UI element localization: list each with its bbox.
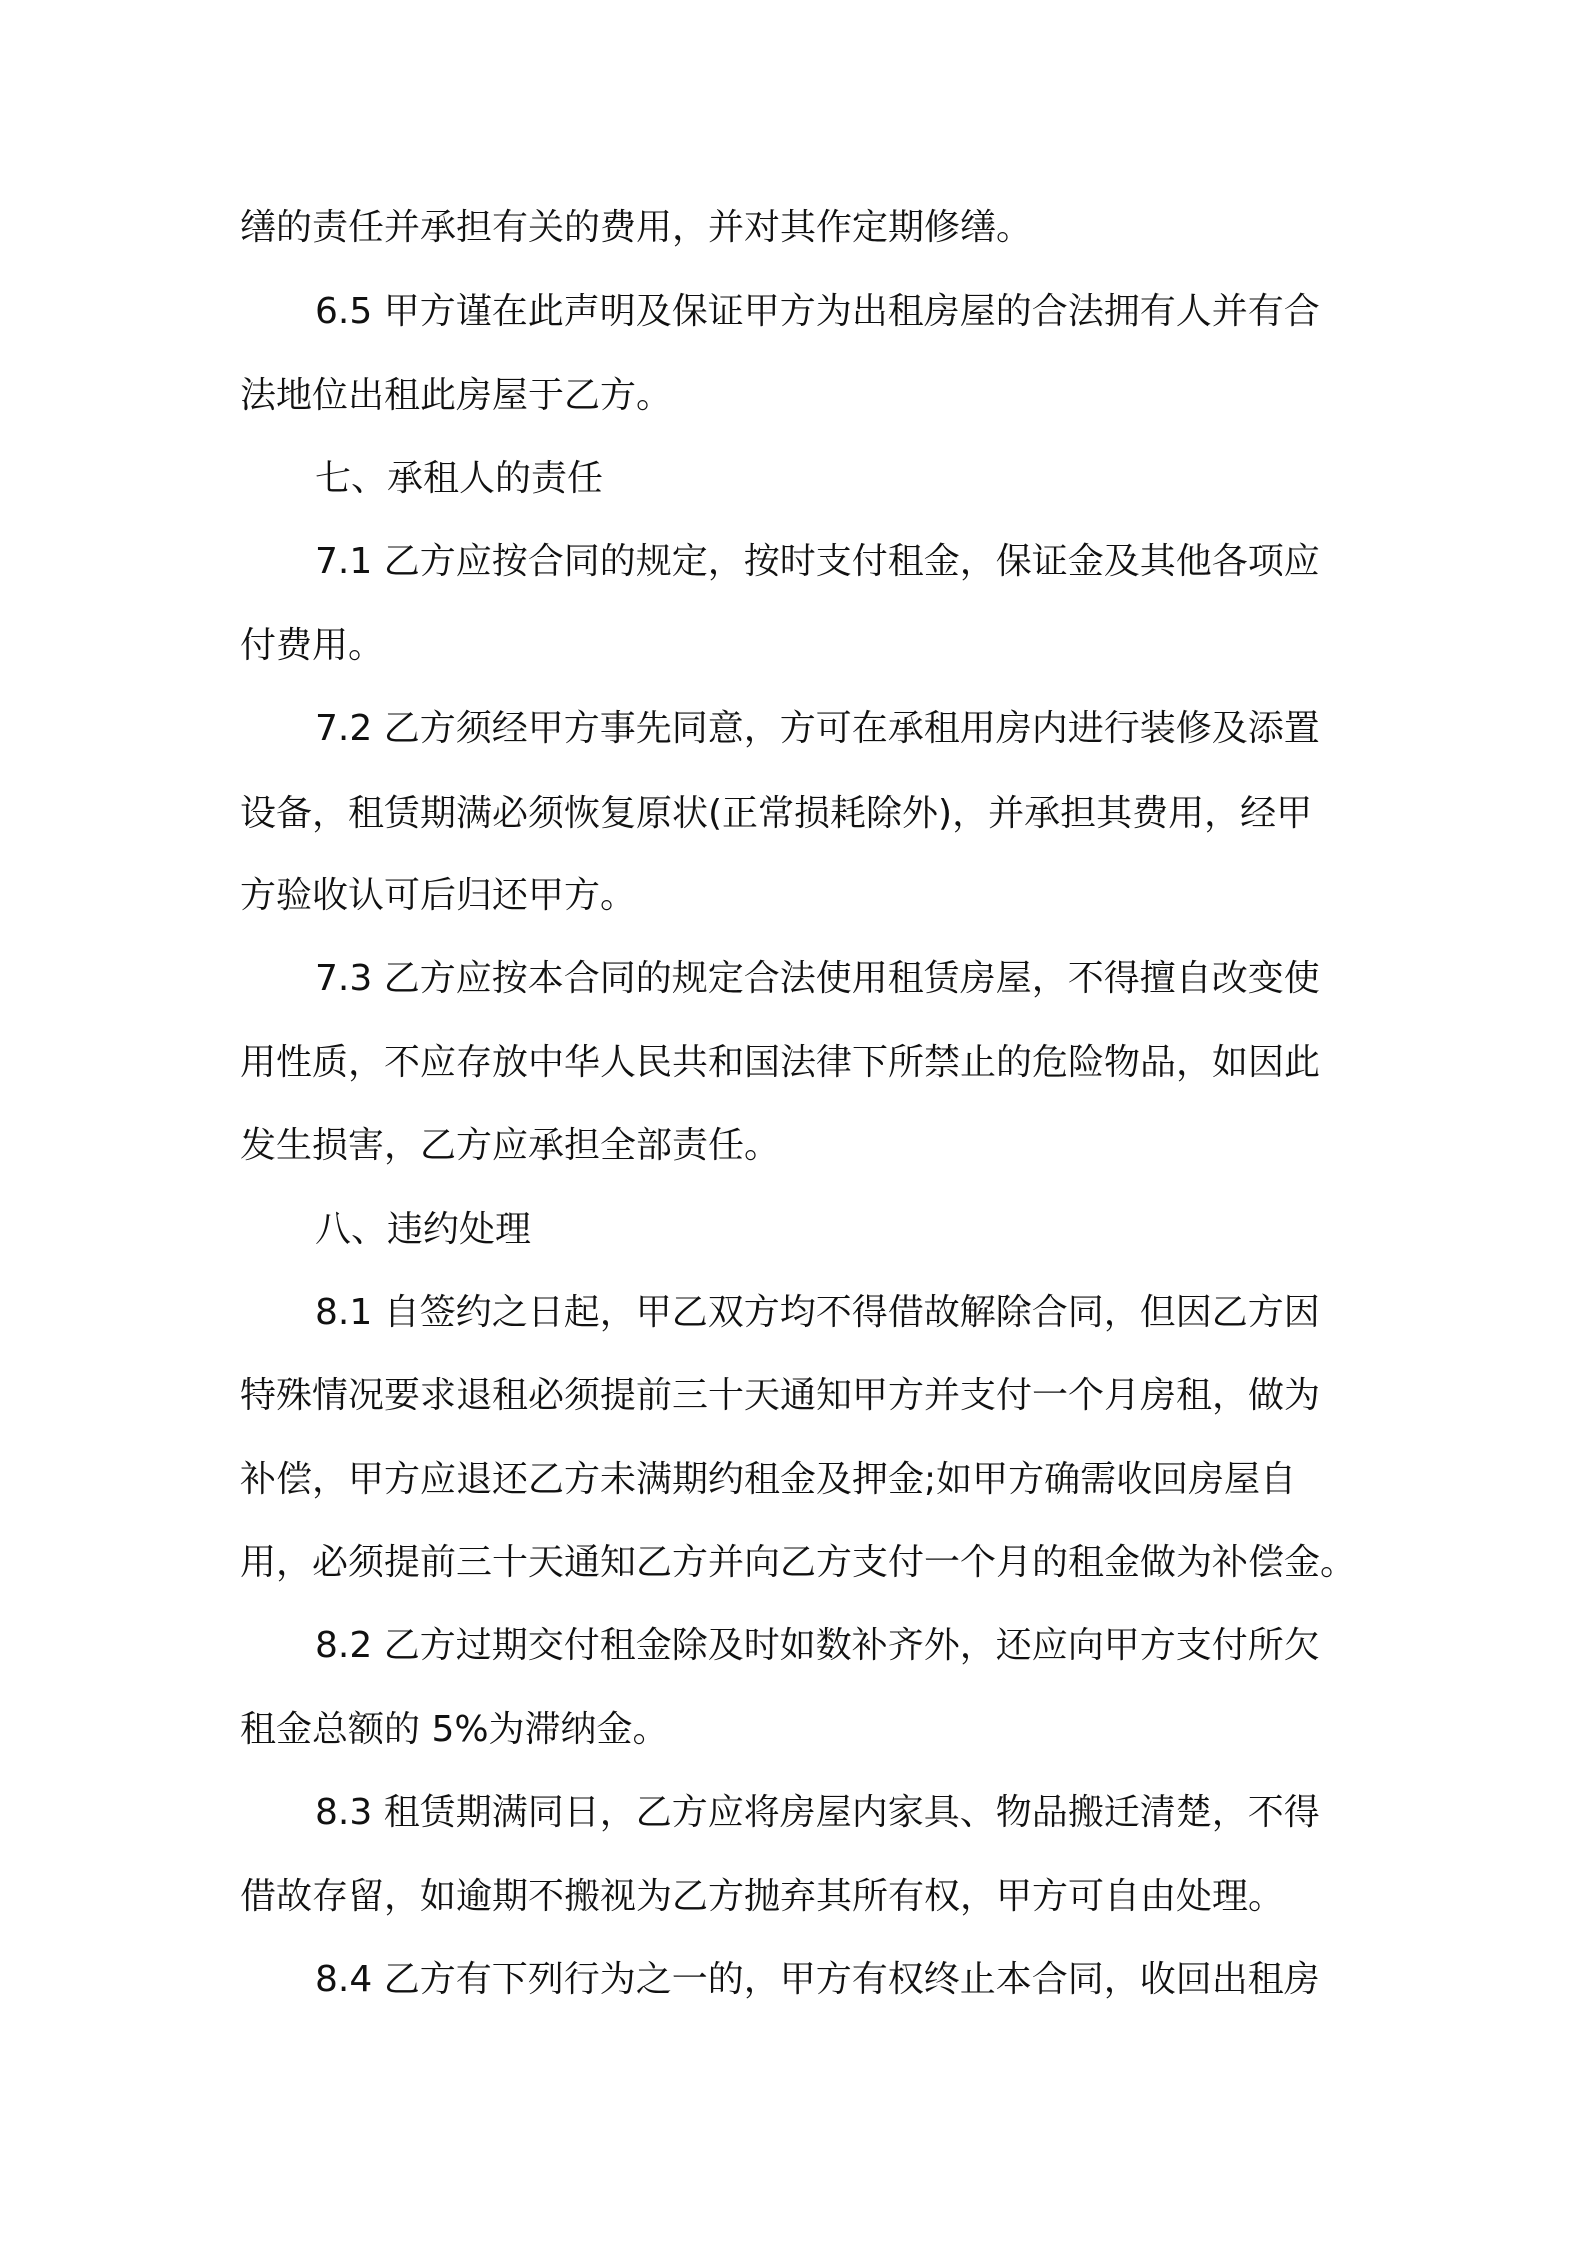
section-heading: 八、违约处理: [315, 1209, 532, 1250]
paragraph-line: 缮的责任并承担有关的费用，并对其作定期修缮。: [240, 207, 1033, 248]
paragraph-line: 发生损害，乙方应承担全部责任。: [240, 1125, 781, 1166]
paragraph-line: 8.2 乙方过期交付租金除及时如数补齐外，还应向甲方支付所欠: [315, 1625, 1320, 1666]
paragraph-line: 6.5 甲方谨在此声明及保证甲方为出租房屋的合法拥有人并有合: [315, 291, 1320, 332]
paragraph-line: 设备，租赁期满必须恢复原状(正常损耗除外)，并承担其费用，经甲: [240, 793, 1313, 834]
paragraph-line: 8.3 租赁期满同日，乙方应将房屋内家具、物品搬迁清楚，不得: [315, 1792, 1320, 1833]
paragraph-line: 方验收认可后归还甲方。: [240, 875, 637, 916]
paragraph-line: 7.3 乙方应按本合同的规定合法使用租赁房屋，不得擅自改变使: [315, 958, 1320, 999]
paragraph-line: 特殊情况要求退租必须提前三十天通知甲方并支付一个月房租，做为: [240, 1375, 1321, 1416]
paragraph-line: 8.4 乙方有下列行为之一的，甲方有权终止本合同，收回出租房: [315, 1959, 1320, 2000]
paragraph-line: 7.1 乙方应按合同的规定，按时支付租金，保证金及其他各项应: [315, 541, 1320, 582]
section-heading: 七、承租人的责任: [315, 458, 604, 499]
paragraph-line: 付费用。: [240, 625, 385, 666]
paragraph-line: 法地位出租此房屋于乙方。: [240, 375, 673, 416]
paragraph-line: 借故存留，如逾期不搬视为乙方抛弃其所有权，甲方可自由处理。: [240, 1876, 1285, 1917]
paragraph-line: 7.2 乙方须经甲方事先同意，方可在承租用房内进行装修及添置: [315, 708, 1320, 749]
paragraph-line: 8.1 自签约之日起，甲乙双方均不得借故解除合同，但因乙方因: [315, 1292, 1320, 1333]
paragraph-line: 租金总额的 5%为滞纳金。: [240, 1709, 669, 1750]
paragraph-line: 用性质，不应存放中华人民共和国法律下所禁止的危险物品，如因此: [240, 1042, 1321, 1083]
paragraph-line: 用，必须提前三十天通知乙方并向乙方支付一个月的租金做为补偿金。: [240, 1542, 1357, 1583]
paragraph-line: 补偿，甲方应退还乙方未满期约租金及押金;如甲方确需收回房屋自: [240, 1459, 1297, 1500]
